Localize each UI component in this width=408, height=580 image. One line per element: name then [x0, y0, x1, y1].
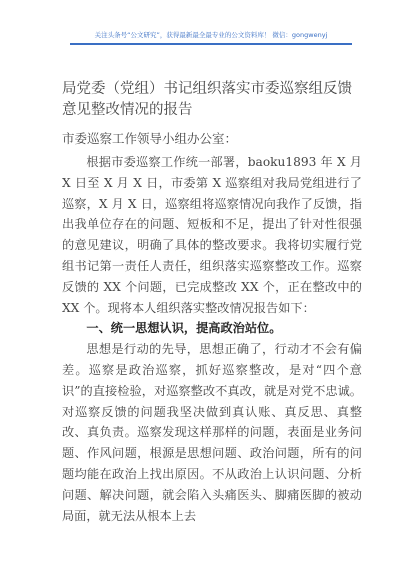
- document-body: [62, 152, 362, 526]
- paragraph-intro: 根据市委巡察工作统一部署，baoku1893 年 X 月 X 日至 X 月 X 日，市委第 X 巡察组对我局党组进行了巡察，X 月 X 日，巡察组将巡察情况向我作了反馈，指出我单位存在的问题、短板和不足，提出了针对性很强的意见建议，明确了具体的整改要求。我将切实履行党组书记第一责任人责任，组织落实巡察整改工作。巡察反馈的 XX 个问题，已完成整改 XX 个，正在整改中的 XX 个。现将本人组织落实整改情况报告如下：: [62, 155, 362, 315]
- paragraph-section-1: 思想是行动的先导，思想正确了，行动才不会有偏差。巡察是政治巡察，抓好巡察整改，是对“四个意识”的直接检验，对巡察整改不真改，就是对党不忠诚。对巡察反馈的问题我坚决做到真认账、真反思、真整改、真负责。巡察发现这样那样的问题，表面是业务问题、作风问题，根源是思想问题、政治问题，所有的问题均能在政治上找出原因。不从政治上认识问题、分析问题、解决问题，就会陷入头痛医头、脚痛医脚的被动局面，就无法从根本上去: [62, 342, 362, 523]
- section-heading: 一、统一思想认识，提高政治站位。: [86, 321, 282, 336]
- header-rule: [70, 43, 352, 45]
- document-title: 局党委（党组）书记组织落实市委巡察组反馈意见整改情况的报告: [62, 81, 352, 118]
- header-banner: 关注头条号“公文研究”，获得最新最全最专业的公文资料库！ 微信：gongwenyj: [94, 31, 328, 39]
- salutation: 市委巡察工作领导小组办公室：: [62, 131, 238, 146]
